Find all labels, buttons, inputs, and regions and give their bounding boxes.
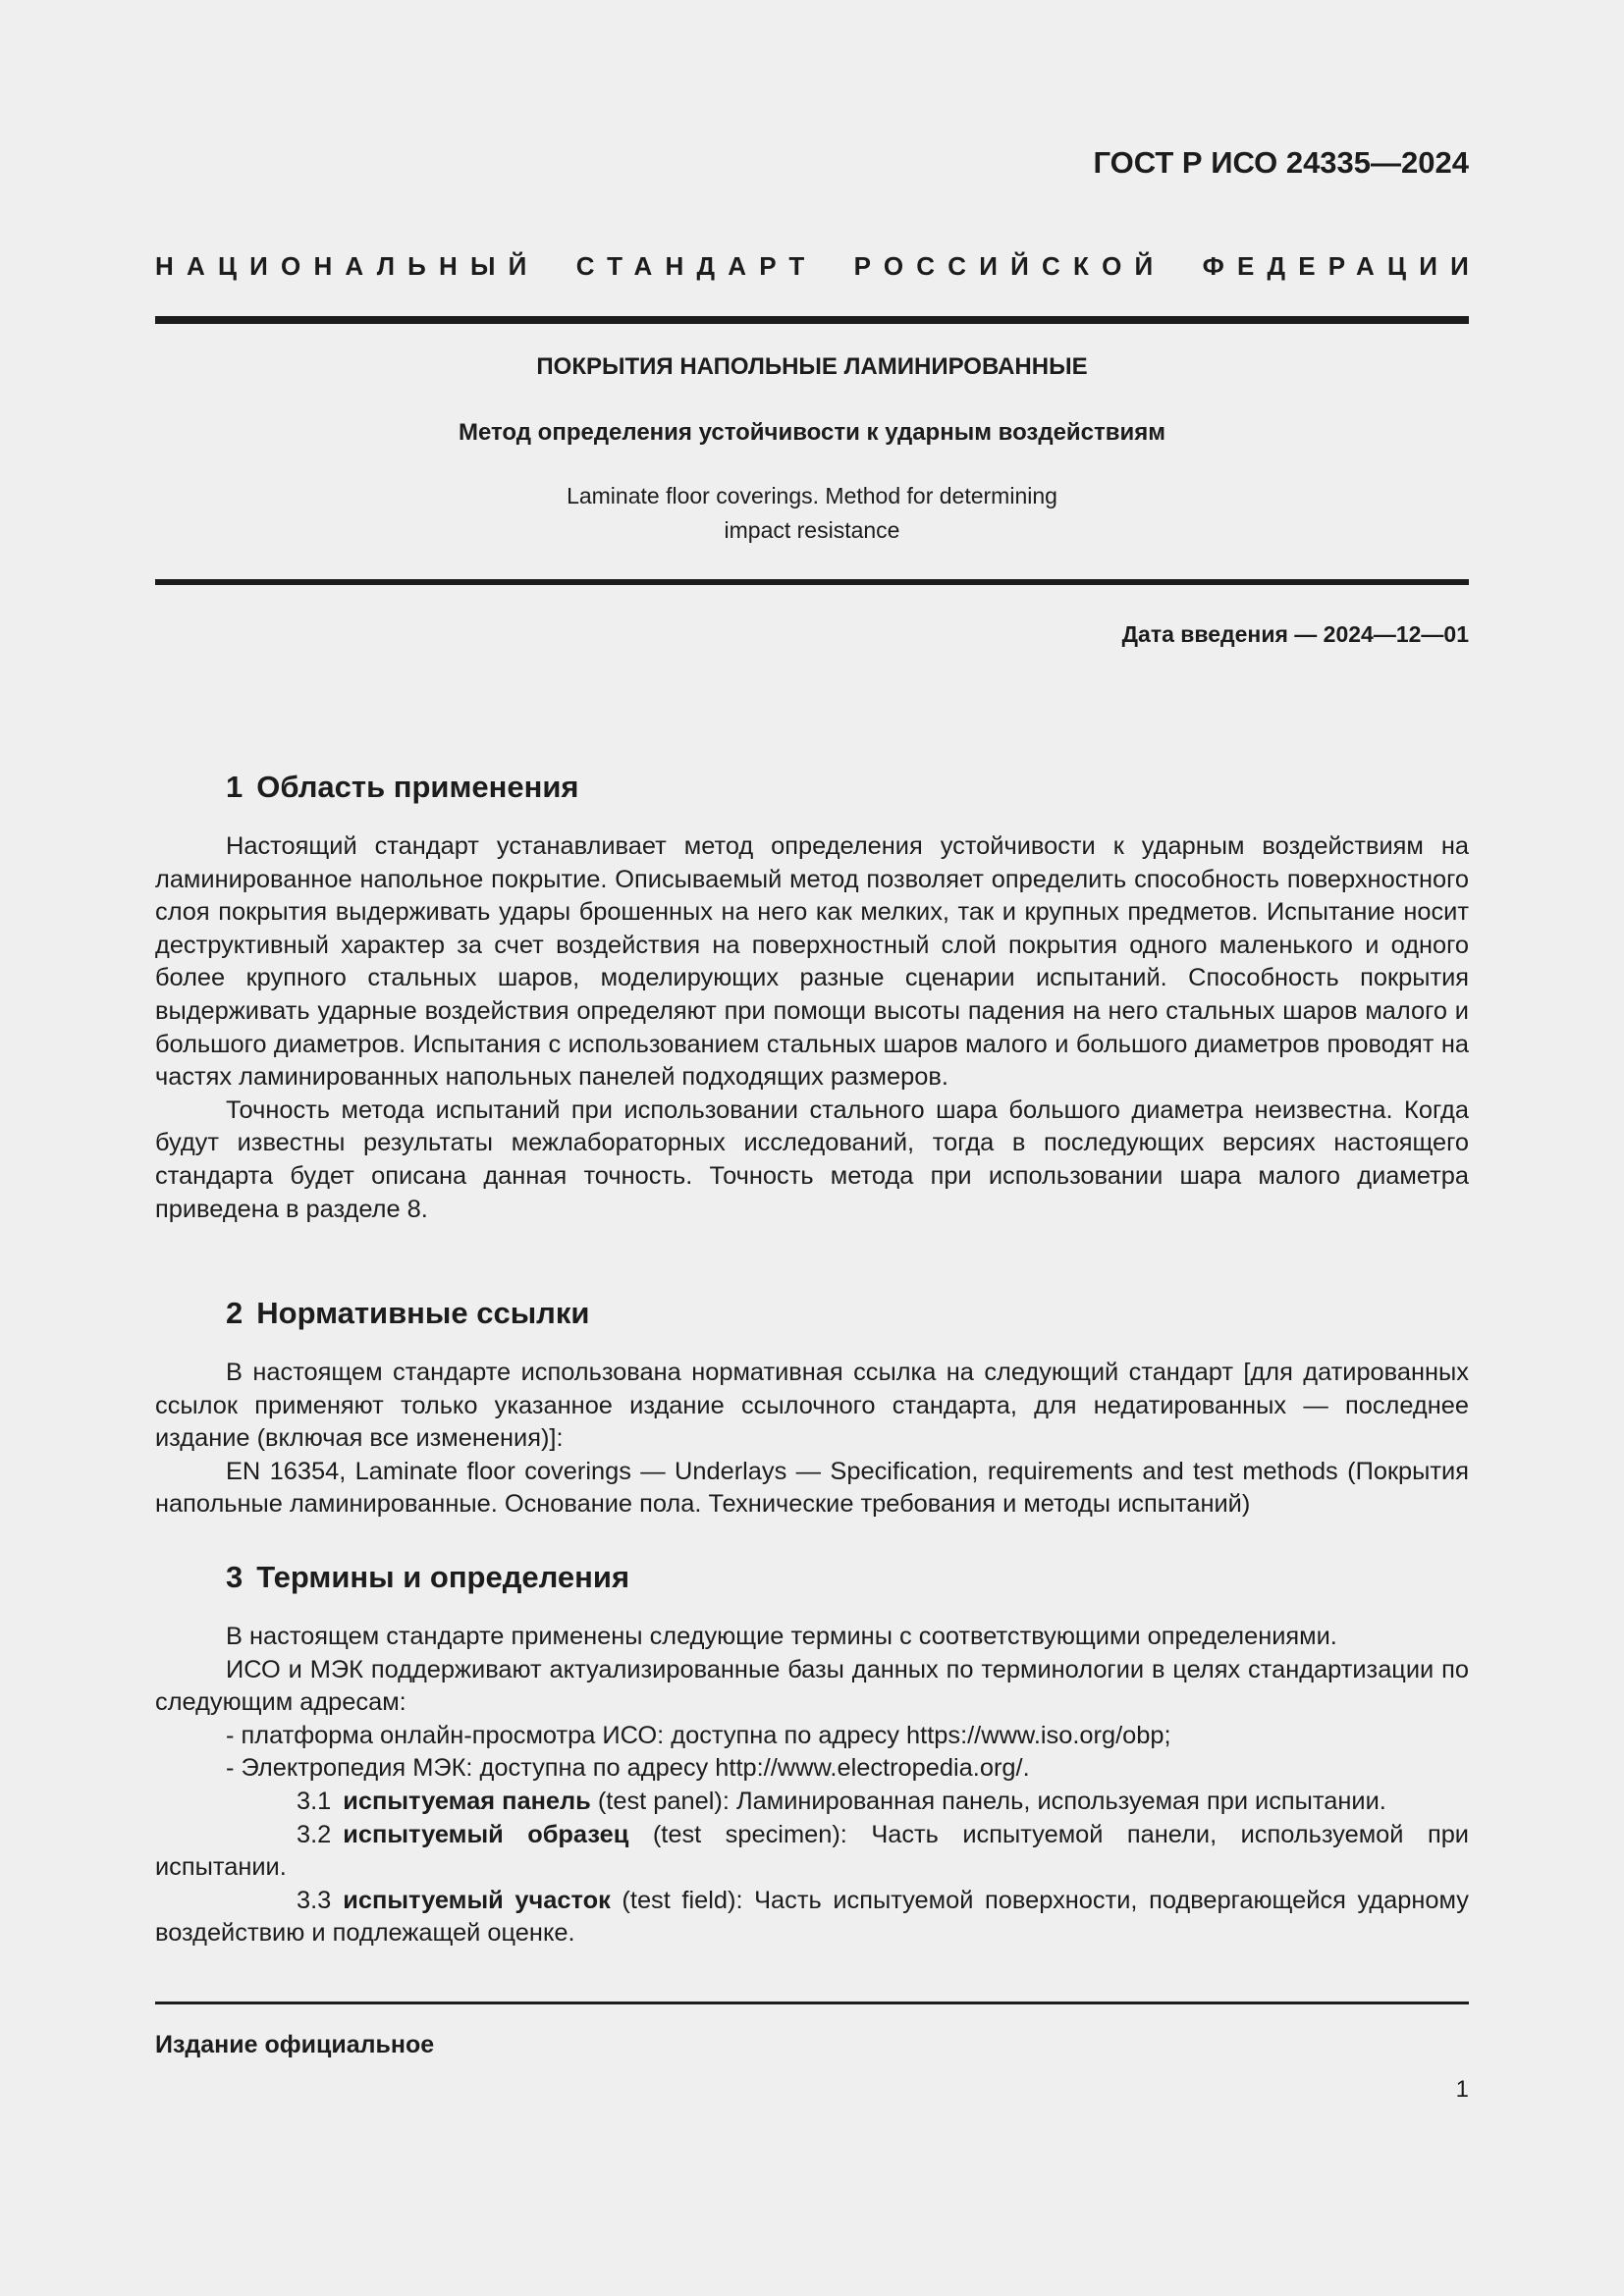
term-number: 3.2	[297, 1820, 332, 1848]
section-body	[155, 1357, 1469, 1522]
term-name: испытуемый образец	[343, 1820, 629, 1848]
national-word: НАЦИОНАЛЬНЫЙ	[155, 251, 540, 281]
national-word: РОССИЙСКОЙ	[853, 251, 1166, 281]
term-name: испытуемый участок	[343, 1886, 611, 1914]
paragraph: Точность метода испытаний при использовании стального шара большого диаметра неизвестна. Когда будут известны результаты межлабораторных исследований, тогда в последующих версиях настоящего стандарта будет описана данная точность. Точность метода при использовании шара малого диаметра приведена в разделе 8.	[155, 1095, 1469, 1223]
section-heading	[226, 1560, 629, 1595]
paragraph: ИСО и МЭК поддерживают актуализированные базы данных по терминологии в целях стандартизации по следующим адресам:	[155, 1655, 1469, 1717]
section-number: 3	[226, 1560, 244, 1594]
list-item: - Электропедия МЭК: доступна по адресу http://www.electropedia.org/.	[226, 1754, 1030, 1783]
term-definition	[155, 1819, 1469, 1885]
section-body	[155, 830, 1469, 1226]
section-number: 1	[226, 770, 244, 804]
term-number: 3.3	[297, 1886, 332, 1914]
paragraph: В настоящем стандарте применены следующие термины с соответствующими определениями.	[226, 1623, 1337, 1650]
official-edition-label: Издание официальное	[155, 2031, 435, 2058]
section-title: Область применения	[256, 770, 579, 804]
term-text: (test field): Часть испытуемой поверхности, подвергающейся ударному воздействию и подлежащей оценке.	[155, 1886, 1469, 1948]
term-number: 3.1	[297, 1787, 332, 1815]
paragraph: Настоящий стандарт устанавливает метод определения устойчивости к ударным воздействиям на ламинированное напольное покрытие. Описываемый метод позволяет определить способность поверхностного слоя покрытия выдерживать удары брошенных на него как мелких, так и крупных предметов. Испытание носит деструктивный характер за счет воздействия на поверхностный слой покрытия одного маленького и одного более крупного стальных шаров, моделирующих разные сценарии испытаний. Способность покрытия выдерживать ударные воздействия определяют при помощи высоты падения на него стальных шаров малого и большого диаметров. Испытания с использованием стальных шаров малого и большого диаметров проводят на частях ламинированных напольных панелей подходящих размеров.	[155, 832, 1469, 1092]
footer-divider	[155, 2002, 1469, 2004]
term-text: (test specimen): Часть испытуемой панели, используемой при испытании.	[155, 1820, 1469, 1882]
header-divider	[155, 316, 1469, 324]
national-standard-line	[155, 251, 1482, 282]
list-item: - платформа онлайн-просмотра ИСО: доступна по адресу https://www.iso.org/obp;	[226, 1721, 1171, 1749]
section-heading	[226, 1296, 589, 1331]
standard-title: ПОКРЫТИЯ НАПОЛЬНЫЕ ЛАМИНИРОВАННЫЕ	[536, 353, 1088, 380]
national-word: СТАНДАРТ	[575, 251, 818, 281]
introduction-date: Дата введения — 2024—12—01	[1121, 621, 1469, 647]
english-title-line: Laminate floor coverings. Method for determining	[567, 483, 1057, 508]
term-definition	[155, 1885, 1469, 1950]
paragraph: EN 16354, Laminate floor coverings — Underlays — Specification, requirements and test methods (Покрытия напольные ламинированные. Основание пола. Технические требования и методы испытаний)	[155, 1457, 1469, 1519]
english-title-line: impact resistance	[724, 517, 900, 543]
section-heading	[226, 770, 579, 805]
section-title: Нормативные ссылки	[256, 1296, 590, 1330]
term-text: (test panel): Ламинированная панель, используемая при испытании.	[590, 1787, 1386, 1815]
title-divider	[155, 579, 1469, 585]
english-title	[155, 479, 1469, 548]
standard-subtitle: Метод определения устойчивости к ударным воздействиям	[458, 419, 1166, 446]
document-code: ГОСТ Р ИСО 24335—2024	[1093, 145, 1469, 180]
section-number: 2	[226, 1296, 244, 1330]
term-definition	[155, 1786, 1469, 1819]
section-body	[155, 1621, 1469, 1950]
section-title: Термины и определения	[256, 1560, 630, 1594]
term-name: испытуемая панель	[343, 1787, 591, 1815]
national-word: ФЕДЕРАЦИИ	[1202, 251, 1482, 281]
page-number: 1	[1455, 2076, 1469, 2103]
paragraph: В настоящем стандарте использована нормативная ссылка на следующий стандарт [для датированных ссылок применяют только указанное издание ссылочного стандарта, для недатированных — последнее издание (включая все изменения)]:	[155, 1359, 1469, 1453]
